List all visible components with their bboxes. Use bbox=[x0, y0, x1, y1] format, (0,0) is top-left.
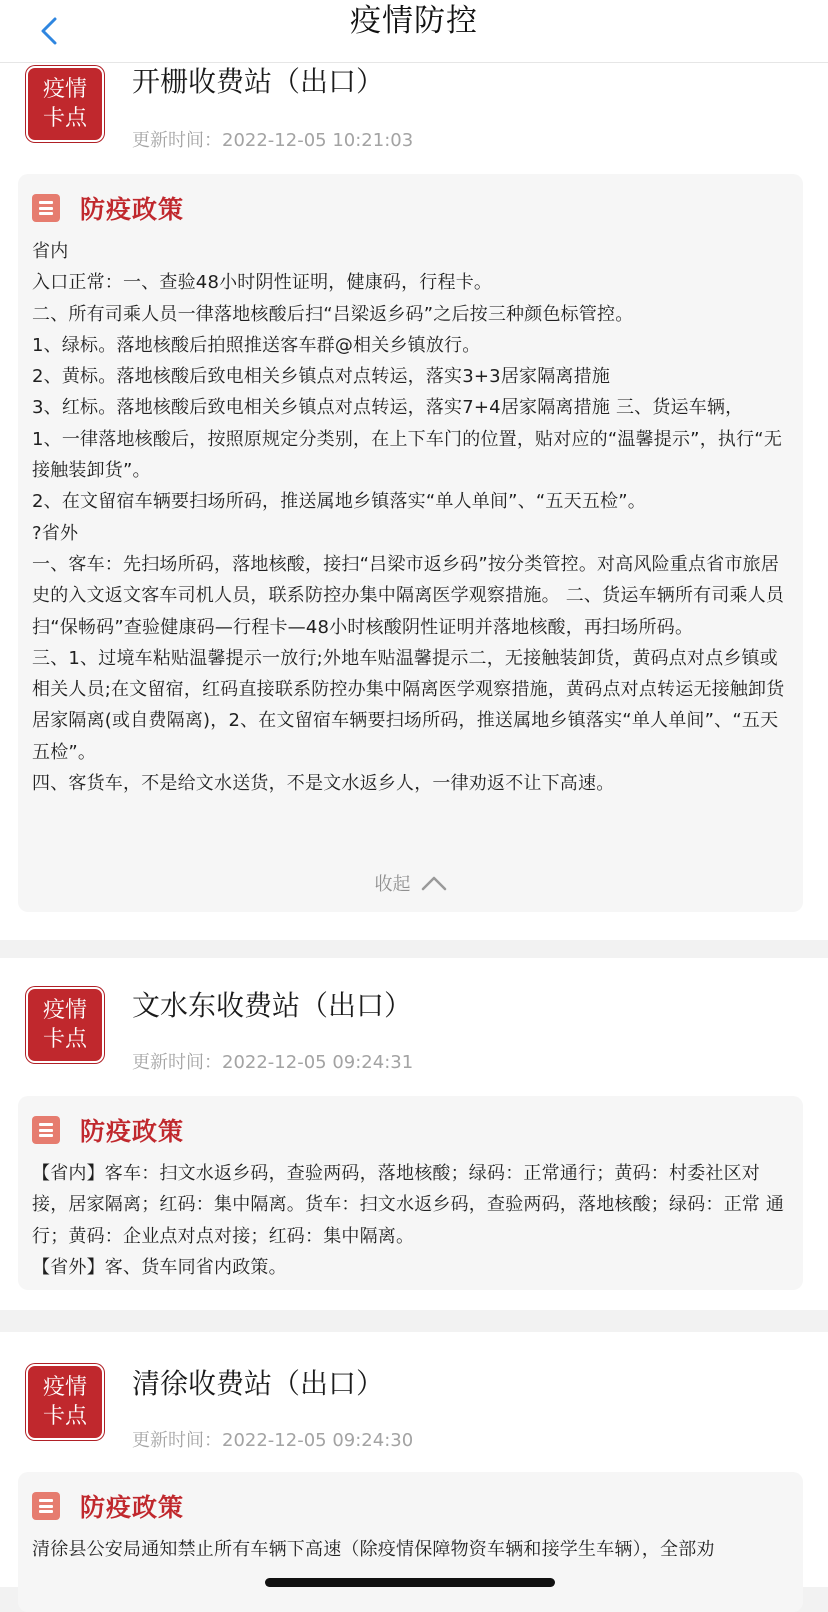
collapse-label: 收起 bbox=[374, 874, 411, 895]
policy-paragraph: 2、在文留宿车辆要扫场所码，推送属地乡镇落实“单人单间”、“五天五检”。 bbox=[32, 491, 646, 513]
checkpoint-badge bbox=[28, 989, 102, 1061]
navigation-bar bbox=[0, 0, 828, 63]
policy-text bbox=[32, 1534, 790, 1565]
policy-paragraph: 入口正常：一、查验48小时阴性证明，健康码，行程卡。 bbox=[32, 272, 493, 294]
policy-paragraph: 1、绿标。落地核酸后拍照推送客车群@相关乡镇放行。 bbox=[32, 334, 481, 356]
badge-line-1: 疫情 bbox=[42, 77, 87, 102]
policy-paragraph: 【省内】客车：扫文水返乡码，查验两码，落地核酸；绿码：正常通行；黄码：村委社区对接，居家隔离；红码：集中隔离。货车：扫文水返乡码，查验两码，落地核酸；绿码：正常 通行；黄码：企业点对点对接；红码：集中隔离。 bbox=[32, 1163, 785, 1247]
policy-paragraph: 省内 bbox=[32, 241, 69, 262]
policy-title: 防疫政策 bbox=[80, 1493, 185, 1522]
policy-paragraph: 【省外】客、货车同省内政策。 bbox=[32, 1256, 287, 1278]
policy-panel bbox=[18, 174, 803, 912]
policy-paragraph: 三、1、过境车粘贴温馨提示一放行;外地车贴温馨提示二，无接触装卸货，黄码点对点乡镇或相关人员;在文留宿，红码直接联系防控办集中隔离医学观察措施，黄码点对点转运无接触卸货居家隔离(或自费隔离)，2、在文留宿车辆要扫场所码，推送属地乡镇落实“单人单间”、“五天五检”。 bbox=[32, 647, 785, 763]
policy-title: 防疫政策 bbox=[80, 195, 185, 224]
policy-title: 防疫政策 bbox=[80, 1117, 185, 1146]
policy-header bbox=[32, 192, 184, 224]
update-time: 更新时间：2022-12-05 09:24:31 bbox=[132, 1052, 414, 1073]
chevron-up-icon bbox=[421, 875, 447, 891]
badge-line-1: 疫情 bbox=[42, 998, 87, 1023]
policy-paragraph: 3、红标。落地核酸后致电相关乡镇点对点转运，落实7+4居家隔离措施 三、货运车辆， bbox=[32, 397, 744, 419]
policy-header bbox=[32, 1490, 184, 1522]
policy-paragraph: 1、一律落地核酸后，按照原规定分类别，在上下车门的位置，贴对应的“温馨提示”，执行“无接触装卸货”。 bbox=[32, 428, 783, 482]
policy-panel bbox=[18, 1472, 803, 1612]
policy-text bbox=[32, 1158, 790, 1283]
station-name: 清徐收费站（出口） bbox=[132, 1367, 385, 1400]
station-card bbox=[0, 958, 828, 1310]
policy-text bbox=[32, 236, 790, 799]
home-indicator bbox=[265, 1578, 555, 1587]
station-name: 文水东收费站（出口） bbox=[132, 989, 413, 1022]
policy-header bbox=[32, 1114, 184, 1146]
document-icon bbox=[32, 194, 60, 222]
station-card bbox=[0, 1332, 828, 1587]
policy-paragraph: ?省外 bbox=[32, 522, 79, 544]
station-name: 开栅收费站（出口） bbox=[132, 65, 385, 98]
document-icon bbox=[32, 1492, 60, 1520]
page-title: 疫情防控 bbox=[350, 3, 478, 39]
policy-panel bbox=[18, 1096, 803, 1290]
policy-paragraph: 清徐县公安局通知禁止所有车辆下高速（除疫情保障物资车辆和接学生车辆），全部劝 bbox=[32, 1539, 715, 1560]
collapse-button[interactable] bbox=[18, 870, 803, 896]
policy-paragraph: 二、所有司乘人员一律落地核酸后扫“吕梁返乡码”之后按三种颜色标管控。 bbox=[32, 303, 634, 325]
update-time: 更新时间：2022-12-05 10:21:03 bbox=[132, 130, 414, 151]
checkpoint-badge bbox=[28, 68, 102, 140]
station-card bbox=[0, 40, 828, 940]
badge-line-2: 卡点 bbox=[42, 1027, 87, 1052]
badge-line-2: 卡点 bbox=[42, 106, 87, 131]
badge-line-2: 卡点 bbox=[42, 1404, 87, 1429]
badge-line-1: 疫情 bbox=[42, 1375, 87, 1400]
policy-paragraph: 四、客货车，不是给文水送货，不是文水返乡人，一律劝返不让下高速。 bbox=[32, 773, 615, 795]
policy-paragraph: 一、客车：先扫场所码，落地核酸，接扫“吕梁市返乡码”按分类管控。对高风险重点省市旅居史的入文返文客车司机人员，联系防控办集中隔离医学观察措施。 二、货运车辆所有司乘人员扫“保畅码”查验健康码—行程卡—48小时核酸阴性证明并落地核酸，再扫场所码。 bbox=[32, 553, 785, 638]
update-time: 更新时间：2022-12-05 09:24:30 bbox=[132, 1430, 414, 1451]
policy-paragraph: 2、黄标。落地核酸后致电相关乡镇点对点转运，落实3+3居家隔离措施 bbox=[32, 366, 611, 388]
checkpoint-badge bbox=[28, 1366, 102, 1438]
document-icon bbox=[32, 1116, 60, 1144]
